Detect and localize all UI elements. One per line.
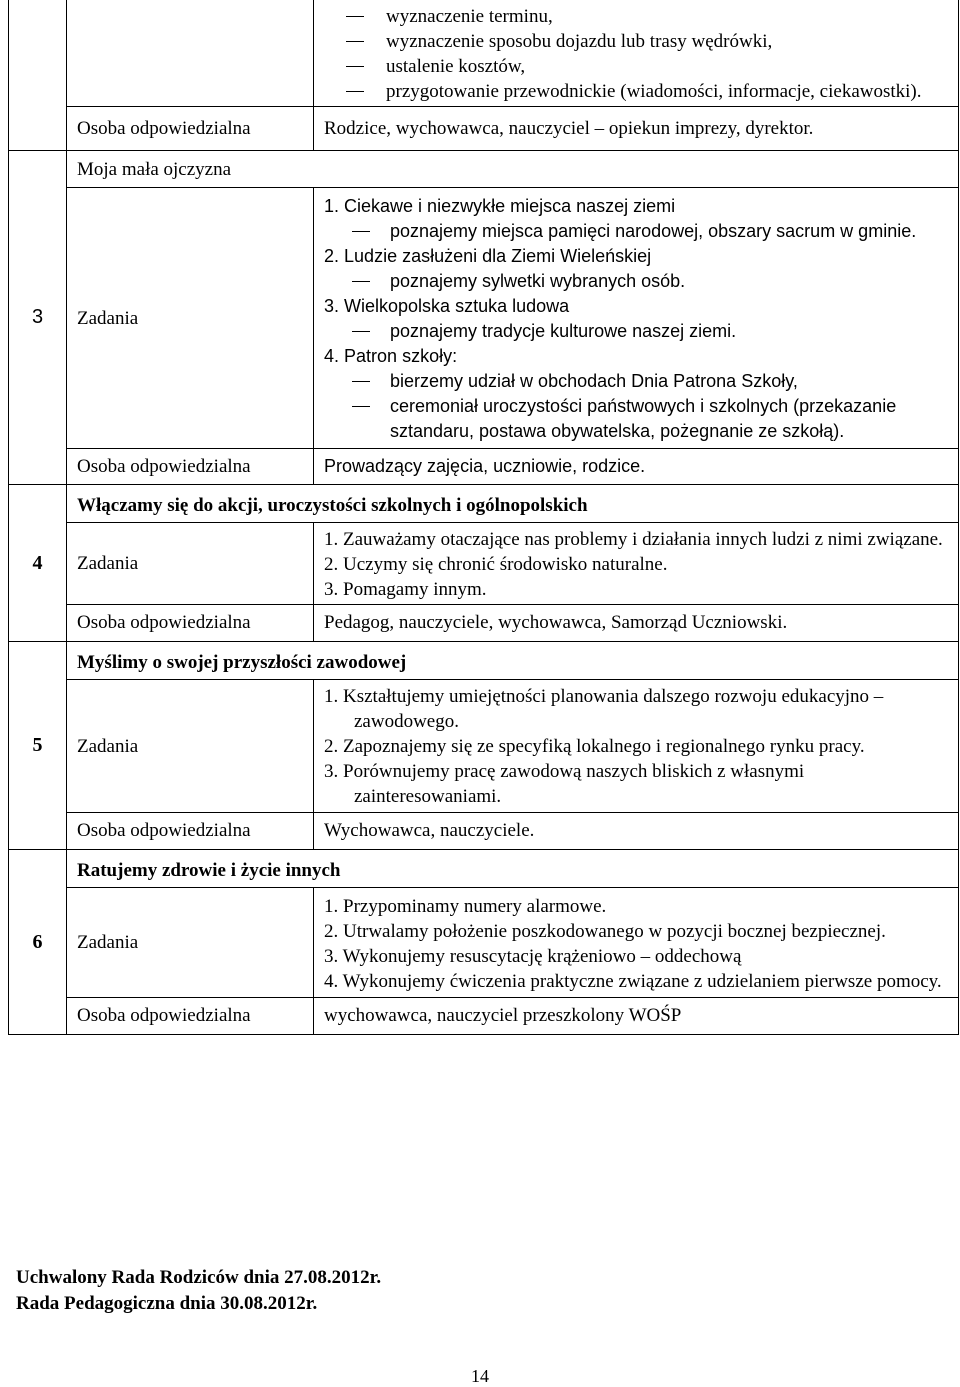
list-item: poznajemy tradycje kulturowe naszej ziemi. [324,319,950,344]
responsible-value: Prowadzący zajęcia, uczniowie, rodzice. [314,449,959,485]
list-item: 2. Utrwalamy położenie poszkodowanego w pozycji bocznej bezpiecznej. [324,921,886,942]
responsible-label: Osoba odpowiedzialna [67,605,314,642]
responsible-label: Osoba odpowiedzialna [67,813,314,850]
task-title: Ciekawe i niezwykłe miejsca naszej ziemi [344,196,676,216]
sec3-tasks-row [9,188,959,449]
responsible-label: Osoba odpowiedzialna [67,107,314,151]
sec2-task-list [324,4,950,104]
section-title: Moja mała ojczyzna [67,151,959,188]
list-item: 2. Zapoznajemy się ze specyfiką lokalnego i regionalnego rynku pracy. [324,736,865,757]
responsible-label: Osoba odpowiedzialna [67,998,314,1035]
responsible-value: Pedagog, nauczyciele, wychowawca, Samorząd Uczniowski. [314,605,959,642]
sec6-resp-row [9,998,959,1035]
list-item: ustalenie kosztów, [324,54,950,79]
section-number: 5 [9,642,67,850]
section-title: Myślimy o swojej przyszłości zawodowej [67,642,959,680]
section-number: 3 [9,151,67,485]
sec3-title-row [9,151,959,188]
list-item: 3. Wykonujemy resuscytację krążeniowo – oddechową [324,946,742,967]
task-title: Wielkopolska sztuka ludowa [344,296,570,316]
document-page [8,0,958,1035]
section-number: 6 [9,850,67,1035]
task-title: Ludzie zasłużeni dla Ziemi Wieleńskiej [344,246,652,266]
sec5-tasks-row [9,680,959,813]
sec6-title-row [9,850,959,888]
list-item: 4. Wykonujemy ćwiczenia praktyczne związane z udzielaniem pierwsze pomocy. [324,971,942,992]
list-item: 1. Zauważamy otaczające nas problemy i działania innych ludzi z nimi związane. [324,529,943,550]
sec4-title-row [9,485,959,523]
task-title: Patron szkoły: [344,346,458,366]
sec4-resp-row [9,605,959,642]
sec6-tasks-row [9,888,959,998]
list-item: 3. Pomagamy innym. [324,579,487,600]
tasks-label: Zadania [67,188,314,449]
task-group: 1. Ciekawe i niezwykłe miejsca naszej ziemi poznajemy miejsca pamięci narodowej, obszary sacrum w gminie. 2. Ludzie zasłużeni dla Ziemi Wieleńskiej poznajemy sylwetki wybranych osób. 3. Wielkopolska sztuka ludowa poznajemy tradycje kulturowe naszej ziemi. 4. Patron szkoły: bierzemy udział w obchodach Dnia Patrona Szkoły, ceremoniał uroczystości państwowych i szkolnych (przekazanie sztandaru, postawa obywatelska, pożegnanie ze szkołą). [324,194,950,444]
list-item: 1. Kształtujemy umiejętności planowania dalszego rozwoju edukacyjno – zawodowego. [324,686,884,732]
responsible-value: Rodzice, wychowawca, nauczyciel – opiekun imprezy, dyrektor. [314,107,959,151]
tasks-label: Zadania [67,888,314,998]
sec5-title-row [9,642,959,680]
list-item: ceremoniał uroczystości państwowych i szkolnych (przekazanie sztandaru, postawa obywatelska, pożegnanie ze szkołą). [324,394,950,444]
list-item: 3. Porównujemy pracę zawodową naszych bliskich z własnymi zainteresowaniami. [324,761,805,807]
section-title: Włączamy się do akcji, uroczystości szkolnych i ogólnopolskich [67,485,959,523]
section-number: 4 [9,485,67,642]
approval-line-parents: Uchwalony Rada Rodziców dnia 27.08.2012r. [16,1267,382,1288]
approval-footer [16,1265,381,1317]
list-item: 1. Przypominamy numery alarmowe. [324,896,607,917]
sec2-resp-row [9,107,959,151]
tasks-label: Zadania [67,523,314,605]
tasks-label: Zadania [67,680,314,813]
approval-line-teachers: Rada Pedagogiczna dnia 30.08.2012r. [16,1293,318,1314]
list-item: poznajemy sylwetki wybranych osób. [324,269,950,294]
list-item: 2. Uczymy się chronić środowisko naturalne. [324,554,668,575]
list-item: wyznaczenie terminu, [324,4,950,29]
list-item: bierzemy udział w obchodach Dnia Patrona Szkoły, [324,369,950,394]
sec4-tasks-row [9,523,959,605]
responsible-label: Osoba odpowiedzialna [67,449,314,485]
responsible-value: wychowawca, nauczyciel przeszkolony WOŚP [314,998,959,1035]
sec5-resp-row [9,813,959,850]
list-item: przygotowanie przewodnickie (wiadomości, informacje, ciekawostki). [324,79,950,104]
sec3-resp-row [9,449,959,485]
sec2-tasks-row [9,0,959,107]
program-table [8,0,959,1035]
page-number: 14 [471,1366,489,1386]
responsible-value: Wychowawca, nauczyciele. [314,813,959,850]
list-item: wyznaczenie sposobu dojazdu lub trasy wędrówki, [324,29,950,54]
list-item: poznajemy miejsca pamięci narodowej, obszary sacrum w gminie. [324,219,950,244]
section-title: Ratujemy zdrowie i życie innych [67,850,959,888]
